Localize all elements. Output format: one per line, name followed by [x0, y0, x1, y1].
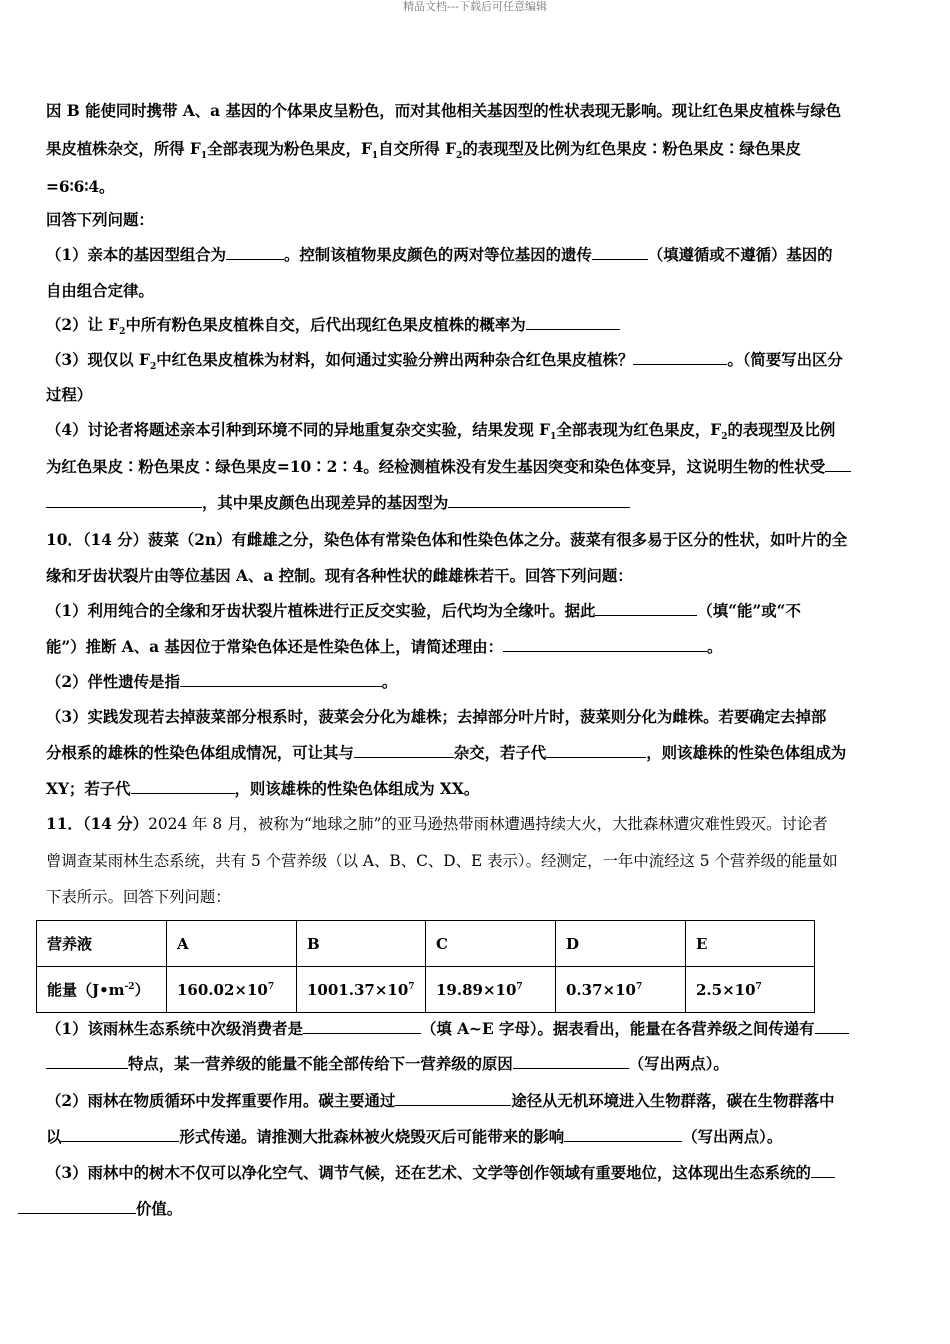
table-header-cell: D — [556, 921, 686, 967]
q11-sub2-line-2: 以 形式传递。请推测大批森林被火烧毁灭后可能带来的影响 （写出两点）。 — [46, 1128, 783, 1146]
q9-sub3: （3）现仅以 $F_2$中红色果皮植株为材料，如何通过实验分辨出两种杂合红色果皮植株？ 。（简要写出区分 — [46, 351, 843, 373]
table-cell: $2.5\times 10^7$ — [686, 967, 815, 1013]
q9-sub2: （2）让 $F_2$中所有粉色果皮植株自交，后代出现红色果皮植株的概率为 — [46, 315, 620, 335]
q11-sub1-line-2: 特点，某一营养级的能量不能全部传给下一营养级的原因 （写出两点）。 — [46, 1054, 729, 1074]
blank-line[interactable] — [46, 493, 202, 508]
blank-line[interactable] — [595, 601, 697, 616]
table-header-cell: E — [686, 921, 815, 967]
q9-line-3: =6∶6∶4。 — [46, 178, 115, 196]
q10-sub1-line-2: 能”）推断 A、a 基因位于常染色体还是性染色体上，请简述理由： 。 — [46, 638, 723, 656]
blank-line[interactable] — [513, 1054, 629, 1069]
q11-sub3-line-2: 价值。 — [18, 1199, 182, 1219]
q10-sub2: （2）伴性遗传是指 。 — [46, 673, 398, 691]
blank-line[interactable] — [815, 1019, 849, 1034]
table-header-cell: A — [167, 921, 297, 967]
energy-table — [36, 920, 815, 1013]
table-cell: $0.37\times 10^7$ — [556, 967, 686, 1013]
q10-sub3-line-2: 分根系的雄株的性染色体组成情况，可让其与 杂交，若子代 ，则该雄株的性染色体组成为 — [46, 744, 847, 762]
q9-sub3-line-2: 过程） — [46, 386, 93, 404]
q11-line-1: 11．（14 分）2024 年 8 月，被称为“地球之肺”的亚马逊热带雨林遭遇持续大火，大批森林遭灾难性毁灭。讨论者 — [46, 815, 828, 833]
q11-sub1: （1）该雨林生态系统中次级消费者是 （填 A~E 字母）。据表看出，能量在各营养级之间传递有 — [46, 1019, 849, 1039]
table-row-label: 能量$(J•m^{-2})$ — [37, 967, 167, 1013]
q11-sub3: （3）雨林中的树木不仅可以净化空气、调节气候，还在艺术、文学等创作领域有重要地位，这体现出生态系统的 — [46, 1163, 835, 1183]
table-row — [37, 967, 815, 1013]
q10-line-2: 缘和牙齿状裂片由等位基因 A、a 控制。现有各种性状的雌雄株若干。回答下列问题： — [46, 567, 633, 585]
q9-line-1: 因 B 能使同时携带 A、a 基因的个体果皮呈粉色，而对其他相关基因型的性状表现无影响。现让红色果皮植株与绿色 — [46, 102, 842, 120]
table-cell: $160.02\times 10^7$ — [167, 967, 297, 1013]
q9-sub1-line-2: 自由组合定律。 — [46, 282, 154, 300]
blank-line[interactable] — [18, 1199, 136, 1214]
q9-sub1: （1）亲本的基因型组合为 。控制该植物果皮颜色的两对等位基因的遗传 （填遵循或不遵循）基因的 — [46, 246, 833, 264]
table-header-cell: 营养液 — [37, 921, 167, 967]
table-header-cell: B — [297, 921, 426, 967]
table-header-row — [37, 921, 815, 967]
blank-line[interactable] — [61, 1127, 179, 1142]
blank-line[interactable] — [180, 672, 382, 687]
q10-sub1: （1）利用纯合的全缘和牙齿状裂片植株进行正反交实验，后代均为全缘叶。据此 （填“能”或“不 — [46, 602, 801, 620]
blank-line[interactable] — [825, 457, 851, 472]
q10-line-1: 10．（14 分）菠菜（2n）有雌雄之分，染色体有常染色体和性染色体之分。菠菜有很多易于区分的性状，如叶片的全 — [46, 531, 848, 549]
blank-line[interactable] — [592, 245, 648, 260]
q9-sub4: （4）讨论者将题述亲本引种到环境不同的异地重复杂交实验，结果发现 $F_1$全部表现为红色果皮，$F_2$的表现型及比例 — [46, 421, 836, 443]
table-header-cell: C — [426, 921, 556, 967]
blank-line[interactable] — [226, 245, 284, 260]
q9-sub4-line-3: ，其中果皮颜色出现差异的基因型为 — [46, 493, 630, 513]
page-header: 精品文档---下载后可任意编辑 — [403, 0, 547, 13]
blank-line[interactable] — [546, 743, 646, 758]
q10-sub3-line-3: XY；若子代 ，则该雄株的性染色体组成为 XX。 — [46, 780, 480, 798]
q9-line-2: 果皮植株杂交，所得 $F_1$全部表现为粉色果皮，$F_1$自交所得 $F_2$的表现型及比例为红色果皮∶粉色果皮∶绿色果皮 — [46, 140, 801, 162]
q11-line-3: 下表所示。回答下列问题： — [46, 888, 231, 906]
blank-line[interactable] — [811, 1163, 835, 1178]
blank-line[interactable] — [633, 350, 727, 365]
q11-sub2: （2）雨林在物质循环中发挥重要作用。碳主要通过 途径从无机环境进入生物群落，碳在生物群落中 — [46, 1092, 835, 1110]
q9-sub4-line-2: 为红色果皮∶粉色果皮∶绿色果皮=10∶2∶4。经检测植株没有发生基因突变和染色体变异，这说明生物的性状受 — [46, 457, 851, 477]
blank-line[interactable] — [564, 1127, 682, 1142]
blank-line[interactable] — [354, 743, 454, 758]
blank-line[interactable] — [131, 779, 235, 794]
q11-line-2: 曾调查某雨林生态系统，共有 5 个营养级（以 A、B、C、D、E 表示）。经测定，一年中流经这 5 个营养级的能量如 — [46, 852, 838, 870]
blank-line[interactable] — [46, 1054, 128, 1069]
blank-line[interactable] — [395, 1091, 511, 1106]
table-cell: $19.89\times 10^7$ — [426, 967, 556, 1013]
blank-line[interactable] — [303, 1019, 421, 1034]
blank-line[interactable] — [526, 315, 620, 330]
q10-sub3-line-1: （3）实践发现若去掉菠菜部分根系时，菠菜会分化为雄株；去掉部分叶片时，菠菜则分化为雌株。若要确定去掉部 — [46, 708, 827, 726]
blank-line[interactable] — [448, 493, 630, 508]
blank-line[interactable] — [503, 637, 707, 652]
table-cell: $1001.37\times 10^7$ — [297, 967, 426, 1013]
q9-answer-prompt: 回答下列问题： — [46, 211, 154, 229]
